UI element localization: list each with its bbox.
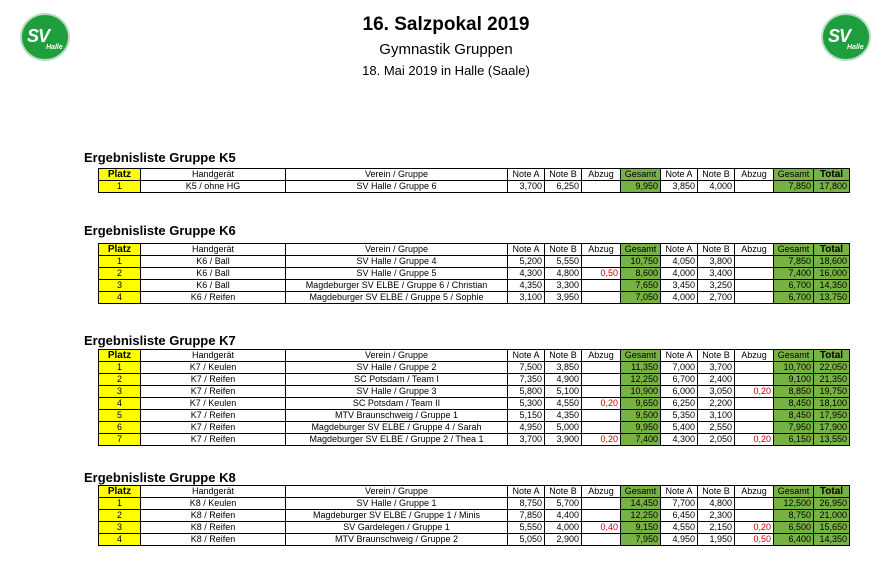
table-cell: 15,650 <box>814 522 850 534</box>
table-cell: 2 <box>99 510 141 522</box>
table-cell: 17,800 <box>814 181 850 193</box>
table-cell: 5,350 <box>661 410 698 422</box>
table-cell: 13,550 <box>814 434 850 446</box>
table-cell: 1 <box>99 362 141 374</box>
logo-sv-text: SV <box>828 26 851 46</box>
table-cell: 1 <box>99 181 141 193</box>
column-header: Note A <box>661 244 698 256</box>
column-header: Handgerät <box>141 169 286 181</box>
table-cell: 3,100 <box>508 292 545 304</box>
table-cell: 4,400 <box>545 510 582 522</box>
table-cell: 0,20 <box>735 386 774 398</box>
table-cell: Magdeburger SV ELBE / Gruppe 6 / Christian <box>286 280 508 292</box>
table-header-row <box>99 244 850 256</box>
table-cell: 21,350 <box>814 374 850 386</box>
table-cell: 4 <box>99 398 141 410</box>
table-cell: 6 <box>99 422 141 434</box>
column-header: Handgerät <box>141 486 286 498</box>
table-cell: 5,800 <box>508 386 545 398</box>
table-cell: 4,300 <box>661 434 698 446</box>
event-date: 18. Mai 2019 in Halle (Saale) <box>362 63 530 78</box>
column-header: Gesamt <box>774 169 814 181</box>
table-cell: K7 / Keulen <box>141 398 286 410</box>
table-cell: 3,100 <box>698 410 735 422</box>
table-header-row <box>99 486 850 498</box>
table-cell: 2 <box>99 374 141 386</box>
table-cell: 3,250 <box>698 280 735 292</box>
column-header: Note A <box>508 169 545 181</box>
table-cell: 5,300 <box>508 398 545 410</box>
table-cell: 4,800 <box>698 498 735 510</box>
table-cell <box>582 498 621 510</box>
table-cell: 4,550 <box>545 398 582 410</box>
table-cell: 7,850 <box>774 256 814 268</box>
page-subtitle: Gymnastik Gruppen <box>379 41 513 58</box>
table-cell: 18,600 <box>814 256 850 268</box>
table-row <box>99 398 850 410</box>
table-cell: Magdeburger SV ELBE / Gruppe 1 / Minis <box>286 510 508 522</box>
table-cell: 7,400 <box>774 268 814 280</box>
table-cell: 26,950 <box>814 498 850 510</box>
table-row <box>99 362 850 374</box>
table-cell: K6 / Ball <box>141 256 286 268</box>
table-cell: 6,700 <box>774 280 814 292</box>
column-header: Handgerät <box>141 244 286 256</box>
table-cell: 4,950 <box>661 534 698 546</box>
table-cell: 1,950 <box>698 534 735 546</box>
table-cell: 12,250 <box>621 374 661 386</box>
table-cell: 0,20 <box>582 434 621 446</box>
column-header: Abzug <box>735 486 774 498</box>
column-header: Note B <box>698 486 735 498</box>
table-row <box>99 280 850 292</box>
table-cell: 11,350 <box>621 362 661 374</box>
table-cell: 21,000 <box>814 510 850 522</box>
table-cell: K8 / Keulen <box>141 498 286 510</box>
table-cell: 2,400 <box>698 374 735 386</box>
column-header: Note B <box>545 350 582 362</box>
table-cell: K6 / Ball <box>141 268 286 280</box>
table-cell: K6 / Ball <box>141 280 286 292</box>
table-row <box>99 268 850 280</box>
table-row <box>99 422 850 434</box>
table-cell: 4,800 <box>545 268 582 280</box>
table-cell: 14,450 <box>621 498 661 510</box>
column-header: Abzug <box>582 244 621 256</box>
column-header: Note A <box>508 350 545 362</box>
table-cell: SV Halle / Gruppe 2 <box>286 362 508 374</box>
column-header: Total <box>814 350 850 362</box>
table-cell: 9,100 <box>774 374 814 386</box>
table-cell <box>582 422 621 434</box>
table-cell: 7,350 <box>508 374 545 386</box>
table-cell <box>735 498 774 510</box>
table-cell: K7 / Keulen <box>141 362 286 374</box>
logo-halle-text: Halle <box>46 44 63 51</box>
table-cell: 4,000 <box>698 181 735 193</box>
column-header: Platz <box>99 244 141 256</box>
table-cell <box>582 181 621 193</box>
table-cell: Magdeburger SV ELBE / Gruppe 4 / Sarah <box>286 422 508 434</box>
table-cell: 6,450 <box>661 510 698 522</box>
table-cell: 17,950 <box>814 410 850 422</box>
table-row <box>99 292 850 304</box>
table-cell <box>735 268 774 280</box>
table-cell: 22,050 <box>814 362 850 374</box>
column-header: Abzug <box>582 169 621 181</box>
table-cell: 13,750 <box>814 292 850 304</box>
table-cell: 4,550 <box>661 522 698 534</box>
table-cell: 7,850 <box>508 510 545 522</box>
table-cell <box>735 398 774 410</box>
table-cell: MTV Braunschweig / Gruppe 1 <box>286 410 508 422</box>
table-cell: 4,950 <box>508 422 545 434</box>
column-header: Gesamt <box>774 486 814 498</box>
table-cell: 17,900 <box>814 422 850 434</box>
table-cell <box>582 292 621 304</box>
table-cell: 5,050 <box>508 534 545 546</box>
table-cell: 0,40 <box>582 522 621 534</box>
table-row <box>99 534 850 546</box>
table-cell: 9,150 <box>621 522 661 534</box>
table-cell <box>582 410 621 422</box>
table-cell: 8,850 <box>774 386 814 398</box>
table-cell: 7,500 <box>508 362 545 374</box>
table-cell: 3,450 <box>661 280 698 292</box>
table-cell: SV Halle / Gruppe 6 <box>286 181 508 193</box>
table-cell: 18,100 <box>814 398 850 410</box>
group-title: Ergebnisliste Gruppe K8 <box>84 470 236 485</box>
table-row <box>99 522 850 534</box>
table-cell: 1 <box>99 256 141 268</box>
table-cell: 14,350 <box>814 534 850 546</box>
table-cell: 2,700 <box>698 292 735 304</box>
table-cell: 4,350 <box>545 410 582 422</box>
table-cell: 10,900 <box>621 386 661 398</box>
table-cell: 4,900 <box>545 374 582 386</box>
table-cell <box>735 280 774 292</box>
column-header: Gesamt <box>621 244 661 256</box>
column-header: Gesamt <box>621 486 661 498</box>
table-cell: 7,650 <box>621 280 661 292</box>
column-header: Note B <box>545 169 582 181</box>
column-header: Verein / Gruppe <box>286 169 508 181</box>
table-cell: 0,20 <box>582 398 621 410</box>
table-cell: 6,700 <box>661 374 698 386</box>
column-header: Note B <box>545 244 582 256</box>
table-row <box>99 410 850 422</box>
table-cell <box>582 510 621 522</box>
table-cell: 10,700 <box>774 362 814 374</box>
table-row <box>99 386 850 398</box>
table-cell: 6,500 <box>774 522 814 534</box>
table-cell <box>735 292 774 304</box>
table-cell: 7 <box>99 434 141 446</box>
column-header: Abzug <box>735 244 774 256</box>
column-header: Gesamt <box>621 169 661 181</box>
table-cell: 12,500 <box>774 498 814 510</box>
group-title: Ergebnisliste Gruppe K6 <box>84 223 236 238</box>
column-header: Verein / Gruppe <box>286 486 508 498</box>
group-title: Ergebnisliste Gruppe K5 <box>84 150 236 165</box>
table-cell <box>735 181 774 193</box>
table-cell: 9,500 <box>621 410 661 422</box>
column-header: Note B <box>698 350 735 362</box>
table-cell: 0,20 <box>735 434 774 446</box>
column-header: Note A <box>661 350 698 362</box>
table-cell: 2,050 <box>698 434 735 446</box>
table-cell: 3,700 <box>508 181 545 193</box>
column-header: Note B <box>698 169 735 181</box>
group-title: Ergebnisliste Gruppe K7 <box>84 333 236 348</box>
table-cell: 3 <box>99 522 141 534</box>
table-cell: 4 <box>99 292 141 304</box>
table-cell: 6,250 <box>545 181 582 193</box>
table-cell: 3,050 <box>698 386 735 398</box>
table-cell: 8,450 <box>774 398 814 410</box>
table-cell: 4,050 <box>661 256 698 268</box>
table-cell: 3,950 <box>545 292 582 304</box>
table-cell: 5,150 <box>508 410 545 422</box>
column-header: Note A <box>508 244 545 256</box>
table-cell: 6,400 <box>774 534 814 546</box>
table-cell: K7 / Reifen <box>141 422 286 434</box>
table-cell: SV Halle / Gruppe 1 <box>286 498 508 510</box>
column-header: Total <box>814 169 850 181</box>
table-cell: K7 / Reifen <box>141 374 286 386</box>
table-cell: 4,300 <box>508 268 545 280</box>
table-cell <box>735 256 774 268</box>
table-cell: SV Halle / Gruppe 4 <box>286 256 508 268</box>
table-cell: 0,20 <box>735 522 774 534</box>
table-cell: 8,600 <box>621 268 661 280</box>
table-cell: 8,450 <box>774 410 814 422</box>
table-cell <box>582 374 621 386</box>
table-cell: 7,700 <box>661 498 698 510</box>
table-cell: 4,000 <box>545 522 582 534</box>
table-cell <box>735 374 774 386</box>
table-cell: 4,000 <box>661 292 698 304</box>
table-cell: 3 <box>99 386 141 398</box>
table-cell <box>582 280 621 292</box>
table-row <box>99 256 850 268</box>
table-cell <box>735 510 774 522</box>
table-cell: 5,550 <box>508 522 545 534</box>
results-table <box>98 168 850 193</box>
table-cell: 6,000 <box>661 386 698 398</box>
column-header: Verein / Gruppe <box>286 350 508 362</box>
table-cell: K7 / Reifen <box>141 410 286 422</box>
column-header: Note B <box>698 244 735 256</box>
table-cell: 0,50 <box>582 268 621 280</box>
column-header: Handgerät <box>141 350 286 362</box>
table-cell <box>582 534 621 546</box>
table-cell: 3,700 <box>508 434 545 446</box>
table-row <box>99 498 850 510</box>
table-cell: 9,950 <box>621 181 661 193</box>
column-header: Total <box>814 486 850 498</box>
table-cell: 5,100 <box>545 386 582 398</box>
column-header: Platz <box>99 486 141 498</box>
table-cell: 4 <box>99 534 141 546</box>
table-cell: K7 / Reifen <box>141 434 286 446</box>
column-header: Gesamt <box>621 350 661 362</box>
column-header: Verein / Gruppe <box>286 244 508 256</box>
table-cell: 2,900 <box>545 534 582 546</box>
table-cell: 19,750 <box>814 386 850 398</box>
logo-sv-text: SV <box>27 26 50 46</box>
table-cell <box>735 410 774 422</box>
table-cell: 3,900 <box>545 434 582 446</box>
column-header: Abzug <box>582 350 621 362</box>
table-header-row <box>99 350 850 362</box>
results-table <box>98 349 850 446</box>
table-cell: SV Halle / Gruppe 5 <box>286 268 508 280</box>
table-cell <box>582 386 621 398</box>
table-cell: 3,300 <box>545 280 582 292</box>
table-cell: 5,200 <box>508 256 545 268</box>
table-cell: 4,000 <box>661 268 698 280</box>
column-header: Gesamt <box>774 244 814 256</box>
table-cell: Magdeburger SV ELBE / Gruppe 5 / Sophie <box>286 292 508 304</box>
table-cell: SC Potsdam / Team I <box>286 374 508 386</box>
table-cell: 9,650 <box>621 398 661 410</box>
table-cell: K8 / Reifen <box>141 534 286 546</box>
table-cell: 0,50 <box>735 534 774 546</box>
table-cell <box>735 422 774 434</box>
table-cell: K8 / Reifen <box>141 522 286 534</box>
column-header: Note A <box>661 486 698 498</box>
column-header: Note A <box>661 169 698 181</box>
column-header: Platz <box>99 169 141 181</box>
table-cell: 5,400 <box>661 422 698 434</box>
table-row <box>99 510 850 522</box>
table-cell: 2,550 <box>698 422 735 434</box>
table-row <box>99 434 850 446</box>
table-cell <box>735 362 774 374</box>
column-header: Note A <box>508 486 545 498</box>
column-header: Abzug <box>735 169 774 181</box>
table-cell: SV Gardelegen / Gruppe 1 <box>286 522 508 534</box>
table-cell: 3,850 <box>661 181 698 193</box>
column-header: Total <box>814 244 850 256</box>
table-cell: 2,300 <box>698 510 735 522</box>
column-header: Platz <box>99 350 141 362</box>
logo-halle-text: Halle <box>847 44 864 51</box>
table-cell: K6 / Reifen <box>141 292 286 304</box>
table-header-row <box>99 169 850 181</box>
table-row <box>99 181 850 193</box>
table-cell: 16,000 <box>814 268 850 280</box>
column-header: Abzug <box>582 486 621 498</box>
table-cell: 9,950 <box>621 422 661 434</box>
table-cell: 3,700 <box>698 362 735 374</box>
results-table <box>98 485 850 546</box>
table-cell: 1 <box>99 498 141 510</box>
table-cell: 3,800 <box>698 256 735 268</box>
table-cell: 7,400 <box>621 434 661 446</box>
table-cell: 7,950 <box>621 534 661 546</box>
table-cell: 7,000 <box>661 362 698 374</box>
table-cell: MTV Braunschweig / Gruppe 2 <box>286 534 508 546</box>
table-cell <box>582 362 621 374</box>
table-cell: 10,750 <box>621 256 661 268</box>
table-cell: 14,350 <box>814 280 850 292</box>
table-cell: 12,250 <box>621 510 661 522</box>
table-cell: 5,700 <box>545 498 582 510</box>
results-table <box>98 243 850 304</box>
table-cell: 5,550 <box>545 256 582 268</box>
table-cell: Magdeburger SV ELBE / Gruppe 2 / Thea 1 <box>286 434 508 446</box>
table-cell: SC Potsdam / Team II <box>286 398 508 410</box>
table-cell: 6,150 <box>774 434 814 446</box>
table-cell: 8,750 <box>774 510 814 522</box>
table-cell: 3,850 <box>545 362 582 374</box>
table-cell: K8 / Reifen <box>141 510 286 522</box>
page-title: 16. Salzpokal 2019 <box>362 14 530 35</box>
table-cell: 7,850 <box>774 181 814 193</box>
table-cell: 6,250 <box>661 398 698 410</box>
column-header: Note B <box>545 486 582 498</box>
table-cell: K7 / Reifen <box>141 386 286 398</box>
table-cell: 3 <box>99 280 141 292</box>
table-cell: 2,150 <box>698 522 735 534</box>
table-cell: 2 <box>99 268 141 280</box>
table-cell: 7,050 <box>621 292 661 304</box>
table-cell: 3,400 <box>698 268 735 280</box>
table-cell: 8,750 <box>508 498 545 510</box>
table-cell <box>582 256 621 268</box>
table-row <box>99 374 850 386</box>
column-header: Gesamt <box>774 350 814 362</box>
column-header: Abzug <box>735 350 774 362</box>
table-cell: 6,700 <box>774 292 814 304</box>
table-cell: 5,000 <box>545 422 582 434</box>
table-cell: 7,950 <box>774 422 814 434</box>
table-cell: 4,350 <box>508 280 545 292</box>
table-cell: SV Halle / Gruppe 3 <box>286 386 508 398</box>
table-cell: 2,200 <box>698 398 735 410</box>
table-cell: K5 / ohne HG <box>141 181 286 193</box>
table-cell: 5 <box>99 410 141 422</box>
